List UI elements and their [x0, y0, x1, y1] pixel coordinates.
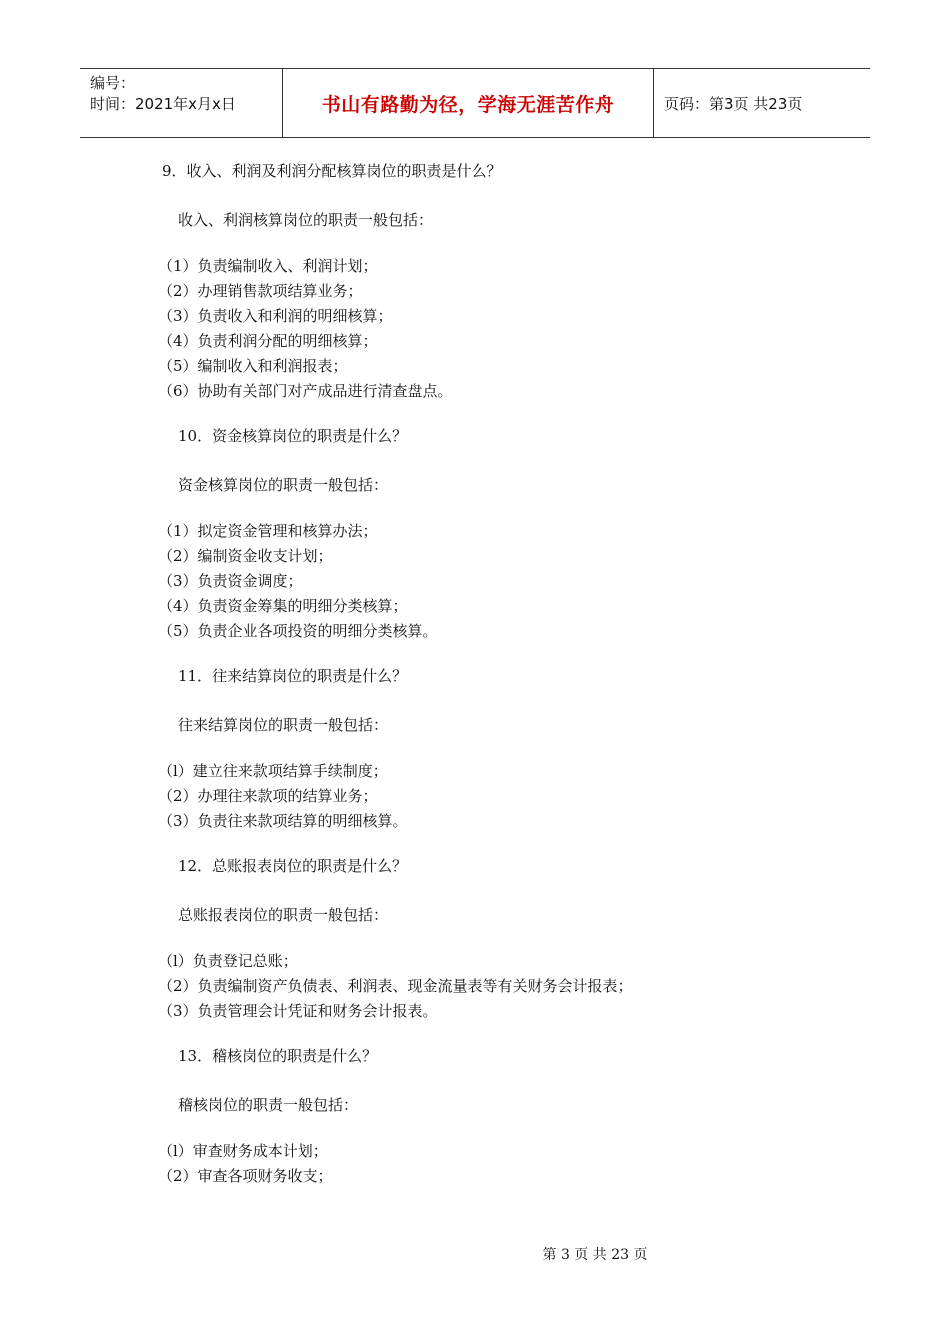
question-heading: 10．资金核算岗位的职责是什么？ [178, 427, 408, 445]
header-motto-cell [282, 69, 654, 137]
header-meta [80, 69, 282, 137]
list-item: （2）办理销售款项结算业务； [158, 282, 363, 300]
question-heading: 9．收入、利润及利润分配核算岗位的职责是什么？ [162, 162, 502, 180]
duty-list [158, 519, 798, 644]
document-body [158, 155, 798, 1189]
list-item: （2）负责编制资产负债表、利润表、现金流量表等有关财务会计报表； [158, 977, 633, 995]
list-item: （l）负责登记总账； [158, 952, 298, 970]
document-header [80, 68, 870, 138]
number-label: 编号： [90, 74, 136, 92]
duty-list [158, 949, 798, 1024]
list-item: （5）负责企业各项投资的明细分类核算。 [158, 622, 438, 640]
list-item: （5）编制收入和利润报表； [158, 357, 348, 375]
list-item: （1）拟定资金管理和核算办法； [158, 522, 378, 540]
section-10 [158, 420, 798, 644]
list-item: （6）协助有关部门对产成品进行清查盘点。 [158, 382, 453, 400]
list-item: （1）负责编制收入、利润计划； [158, 257, 378, 275]
list-item: （3）负责管理会计凭证和财务会计报表。 [158, 1002, 438, 1020]
duty-list [158, 254, 798, 404]
duty-list [158, 759, 798, 834]
list-item: （l）建立往来款项结算手续制度； [158, 762, 388, 780]
header-page-info [654, 69, 870, 137]
list-item: （4）负责资金筹集的明细分类核算； [158, 597, 408, 615]
list-item: （4）负责利润分配的明细核算； [158, 332, 378, 350]
list-item: （3）负责往来款项结算的明细核算。 [158, 812, 408, 830]
motto: 书山有路勤为径，学海无涯苦作舟 [321, 93, 615, 116]
page-footer: 第 3 页 共 23 页 [542, 1247, 648, 1263]
question-heading: 11．往来结算岗位的职责是什么？ [178, 667, 408, 685]
section-intro: 稽核岗位的职责一般包括： [178, 1096, 359, 1114]
section-11 [158, 660, 798, 834]
section-9 [158, 155, 798, 404]
list-item: （l）审查财务成本计划； [158, 1142, 328, 1160]
section-intro: 往来结算岗位的职责一般包括： [178, 716, 389, 734]
section-intro: 收入、利润核算岗位的职责一般包括： [178, 211, 434, 229]
section-13 [158, 1040, 798, 1189]
question-heading: 13．稽核岗位的职责是什么？ [178, 1047, 378, 1065]
section-intro: 总账报表岗位的职责一般包括： [178, 906, 389, 924]
section-12 [158, 850, 798, 1024]
list-item: （2）编制资金收支计划； [158, 547, 333, 565]
question-heading: 12．总账报表岗位的职责是什么？ [178, 857, 408, 875]
section-intro: 资金核算岗位的职责一般包括： [178, 476, 389, 494]
list-item: （3）负责收入和利润的明细核算； [158, 307, 393, 325]
list-item: （3）负责资金调度； [158, 572, 303, 590]
page-info: 页码：第3页 共23页 [664, 94, 803, 113]
list-item: （2）办理往来款项的结算业务； [158, 787, 378, 805]
time-label: 时间：2021年x月x日 [90, 95, 236, 113]
duty-list [158, 1139, 798, 1189]
list-item: （2）审查各项财务收支； [158, 1167, 333, 1185]
